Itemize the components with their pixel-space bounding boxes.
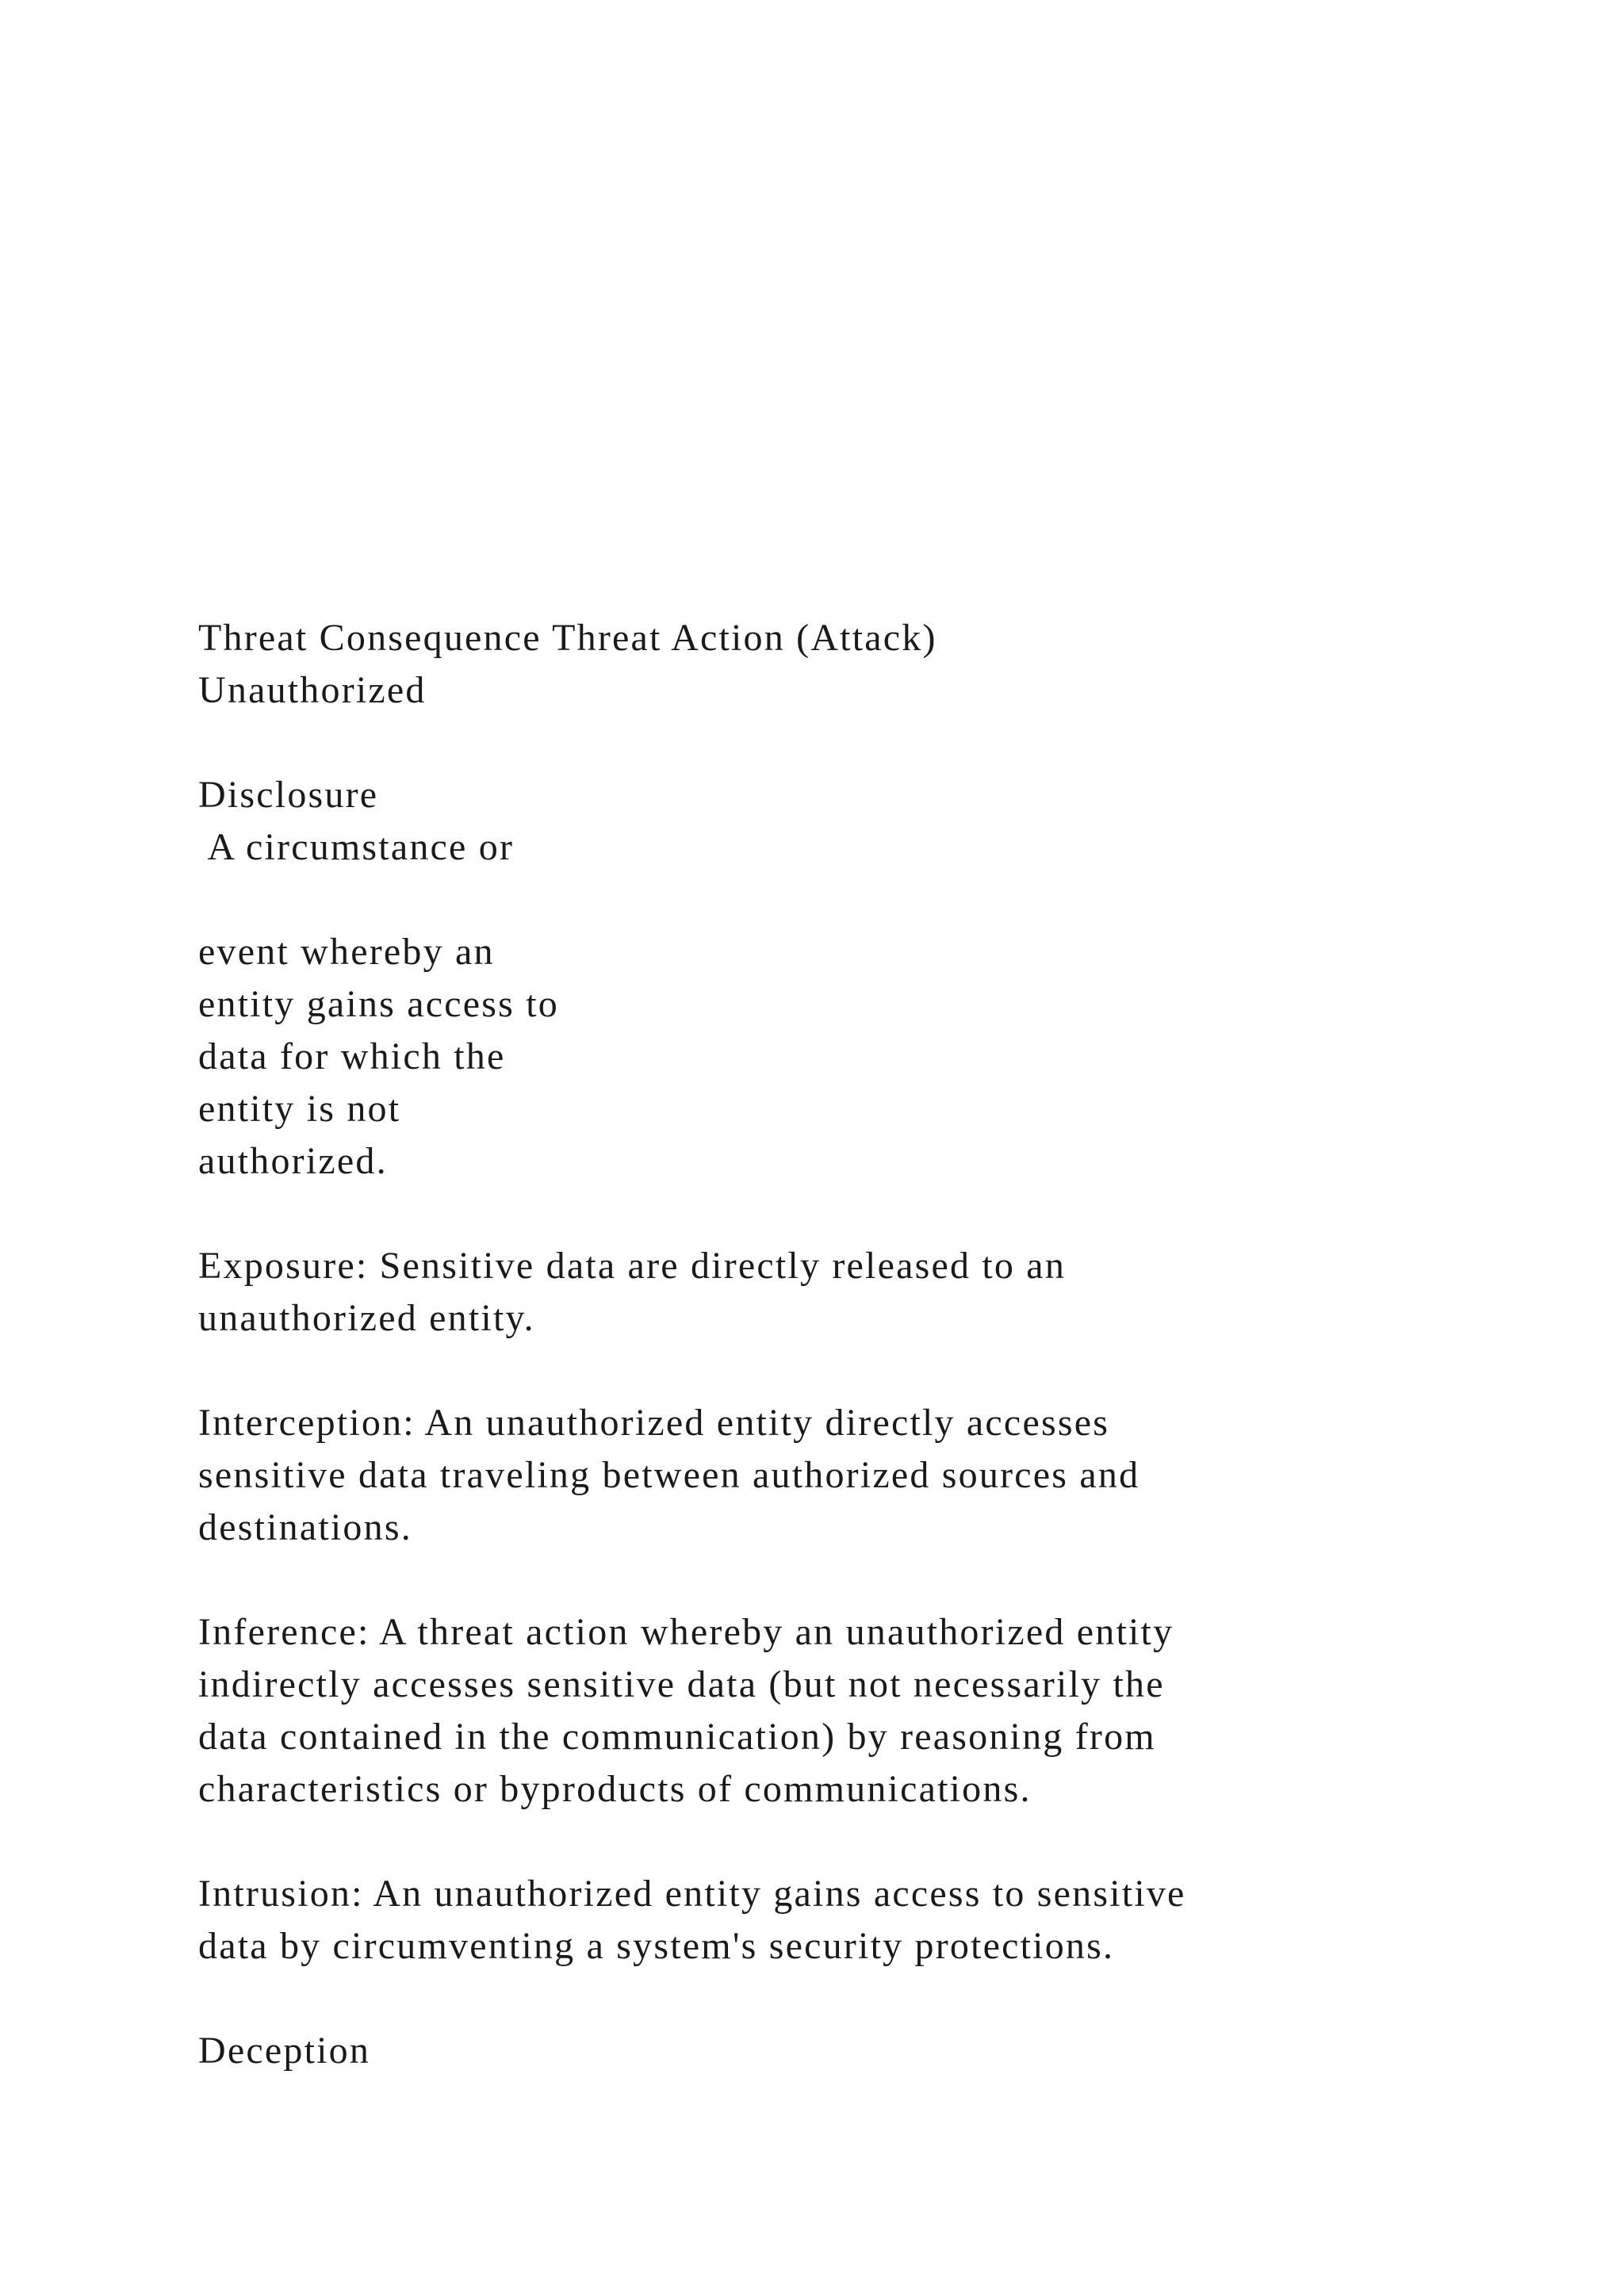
consequence-title: Disclosure — [198, 774, 379, 816]
table-header-line: Threat Consequence Threat Action (Attack) — [198, 617, 937, 659]
consequence-label-line: Unauthorized — [198, 669, 427, 711]
blank-line — [198, 717, 1546, 769]
interception-paragraph-line: destinations. — [198, 1506, 412, 1548]
inference-paragraph-line: characteristics or byproducts of communications. — [198, 1768, 1032, 1810]
blank-line — [198, 1554, 1546, 1606]
next-section-title: Deception — [198, 2030, 371, 2072]
blank-line — [198, 874, 1546, 926]
definition-line: event whereby an — [198, 931, 495, 973]
exposure-paragraph-line: unauthorized entity. — [198, 1297, 535, 1339]
intrusion-paragraph-line: Intrusion: An unauthorized entity gains access to sensitive — [198, 1873, 1186, 1915]
inference-paragraph-line: indirectly accesses sensitive data (but not necessarily the — [198, 1663, 1165, 1705]
definition-line: A circumstance or — [198, 826, 515, 868]
blank-line — [198, 1973, 1546, 2025]
blank-line — [198, 1816, 1546, 1868]
definition-line: authorized. — [198, 1140, 388, 1182]
exposure-paragraph-line: Exposure: Sensitive data are directly released to an — [198, 1245, 1067, 1287]
intrusion-paragraph-line: data by circumventing a system's security protections. — [198, 1925, 1115, 1967]
blank-line — [198, 1345, 1546, 1397]
inference-paragraph-line: data contained in the communication) by reasoning from — [198, 1716, 1156, 1758]
inference-paragraph-line: Inference: A threat action whereby an unauthorized entity — [198, 1611, 1174, 1653]
document-body — [198, 612, 1546, 2077]
definition-line: data for which the — [198, 1035, 506, 1077]
interception-paragraph-line: Interception: An unauthorized entity directly accesses — [198, 1402, 1110, 1444]
blank-line — [198, 1188, 1546, 1240]
definition-line: entity is not — [198, 1088, 401, 1130]
definition-line: entity gains access to — [198, 983, 559, 1025]
interception-paragraph-line: sensitive data traveling between authorized sources and — [198, 1454, 1140, 1496]
